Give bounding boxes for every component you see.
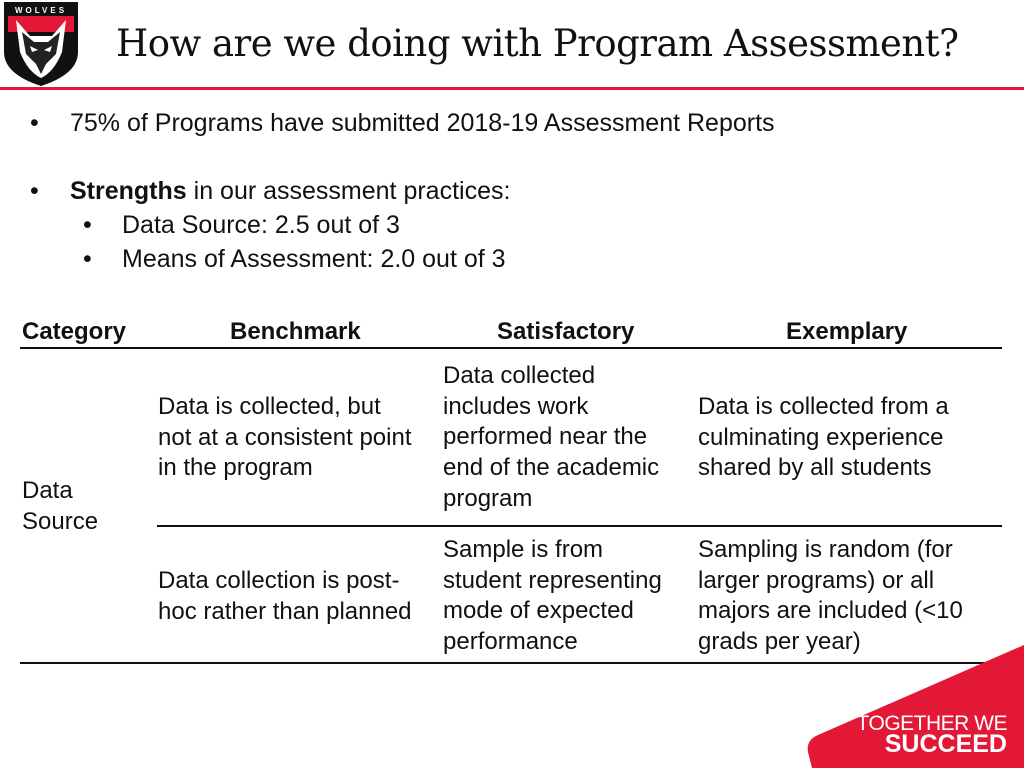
bullet-dot: • xyxy=(83,245,92,273)
row1-satisfactory: Data collected includes work performed near the end of the academic program xyxy=(443,362,660,512)
page-title: How are we doing with Program Assessment? xyxy=(116,22,959,65)
row2-benchmark: Data collection is post- hoc rather than planned xyxy=(158,567,412,625)
header-satisfactory: Satisfactory xyxy=(497,318,635,345)
sub-bullet-data-source: Data Source: 2.5 out of 3 xyxy=(122,211,400,239)
row1-benchmark: Data is collected, but not at a consistent point in the program xyxy=(158,393,412,482)
strengths-text: in our assessment practices: xyxy=(186,177,511,205)
header-category: Category xyxy=(22,318,127,345)
category-cell: Data Source xyxy=(22,477,99,535)
header-benchmark: Benchmark xyxy=(230,318,361,345)
sub-bullet-means: Means of Assessment: 2.0 out of 3 xyxy=(122,245,506,273)
bullet-submitted: 75% of Programs have submitted 2018-19 Assessment Reports xyxy=(70,109,775,137)
strengths-label: Strengths xyxy=(70,177,187,205)
row2-satisfactory: Sample is from student representing mode of expected performance xyxy=(443,536,662,656)
header-exemplary: Exemplary xyxy=(786,318,908,345)
tagline-succeed: SUCCEED xyxy=(884,730,1007,758)
row1-exemplary: Data is collected from a culminating experience shared by all students xyxy=(698,393,949,482)
tagline-together: TOGETHER WE xyxy=(856,712,1007,735)
bullet-dot: • xyxy=(30,177,39,205)
svg-text:WOLVES: WOLVES xyxy=(14,6,68,15)
bullet-dot: • xyxy=(83,211,92,239)
row2-exemplary: Sampling is random (for larger programs) or all majors are included (<10 grads per year) xyxy=(698,536,963,656)
bullet-dot: • xyxy=(30,109,39,137)
